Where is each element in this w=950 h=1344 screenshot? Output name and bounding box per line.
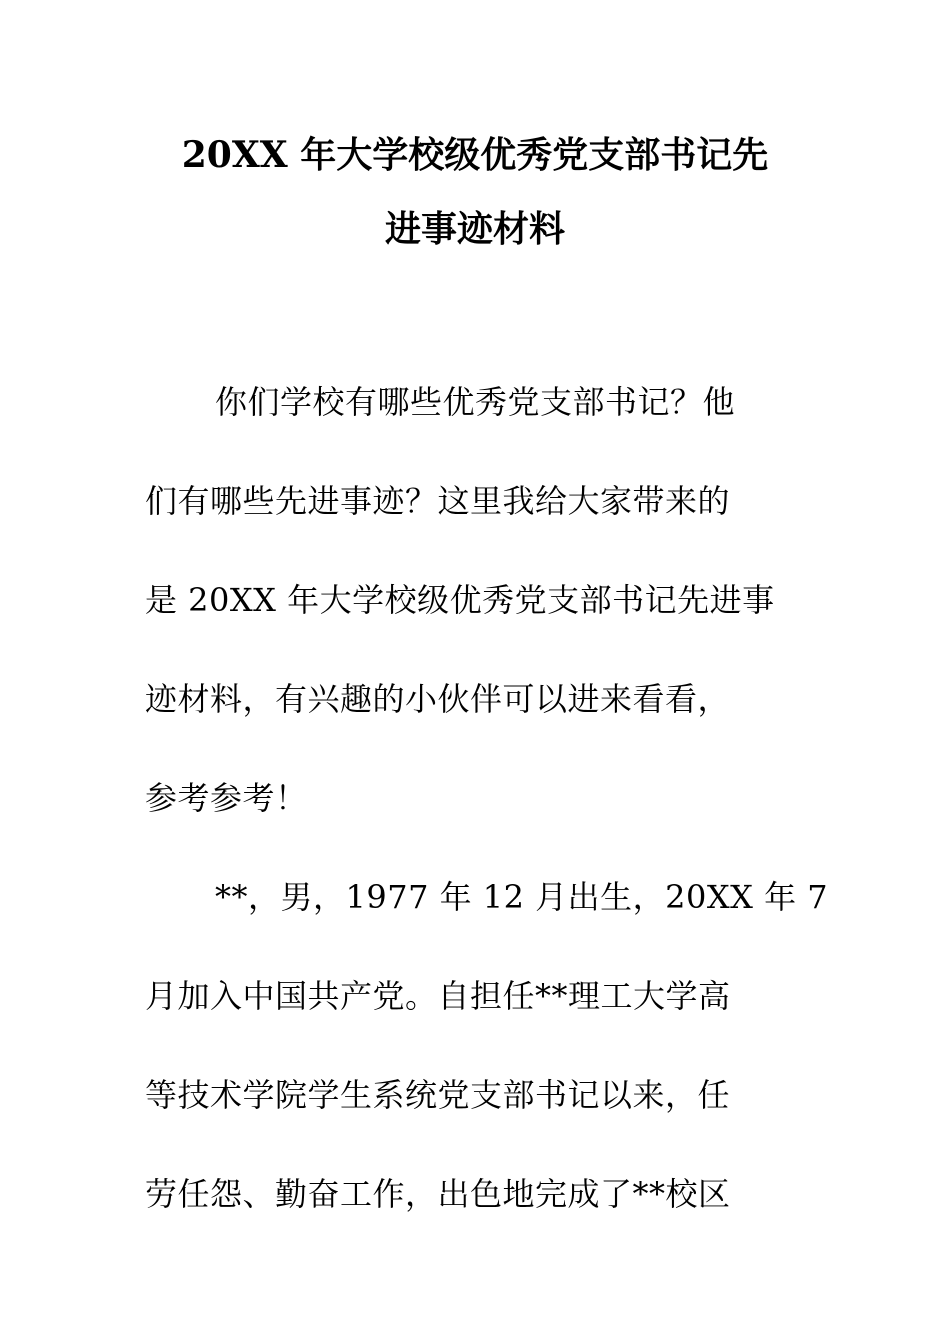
paragraph-2-line-2: 月加入中国共产党。自担任**理工大学高 bbox=[145, 977, 731, 1015]
paragraph-2-line-3: 等技术学院学生系统党支部书记以来，任 bbox=[145, 1076, 731, 1114]
paragraph-2-line-4: 劳任怨、勤奋工作，出色地完成了**校区 bbox=[145, 1175, 731, 1213]
paragraph-1-line-4: 迹材料，有兴趣的小伙伴可以进来看看， bbox=[145, 680, 731, 718]
document-title-line-2: 进事迹材料 bbox=[384, 208, 565, 250]
document-title-line-1: 20XX 年大学校级优秀党支部书记先 bbox=[181, 134, 769, 176]
paragraph-2-line-1: **，男，1977 年 12 月出生，20XX 年 7 bbox=[215, 878, 829, 916]
paragraph-1-line-1: 你们学校有哪些优秀党支部书记？他 bbox=[215, 383, 736, 421]
paragraph-1-line-5: 参考参考！ bbox=[145, 779, 308, 817]
paragraph-1-line-3: 是 20XX 年大学校级优秀党支部书记先进事 bbox=[145, 581, 775, 619]
paragraph-1-line-2: 们有哪些先进事迹？这里我给大家带来的 bbox=[145, 482, 731, 520]
